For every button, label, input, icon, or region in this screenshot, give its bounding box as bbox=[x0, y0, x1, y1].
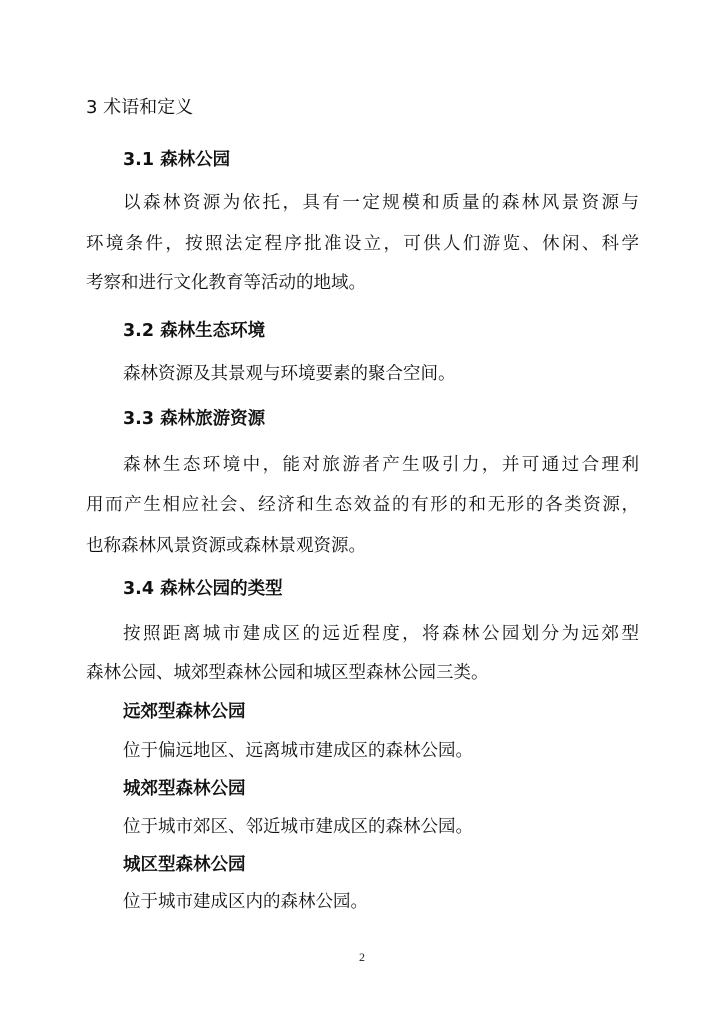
type-definition: 位于城市郊区、邻近城市建成区的森林公园。 bbox=[123, 817, 473, 837]
paragraph-line: 以森林资源为依托，具有一定规模和质量的森林风景资源与 bbox=[123, 193, 639, 213]
type-definition: 位于城市建成区内的森林公园。 bbox=[123, 892, 368, 912]
paragraph-line: 按照距离城市建成区的远近程度，将森林公园划分为远郊型 bbox=[123, 624, 639, 644]
type-heading: 城郊型森林公园 bbox=[123, 779, 246, 799]
paragraph-line: 也称森林风景资源或森林景观资源。 bbox=[86, 536, 366, 556]
section-heading-3-3: 3.3 森林旅游资源 bbox=[123, 409, 266, 429]
chapter-title: 3 术语和定义 bbox=[86, 97, 194, 118]
paragraph-line: 森林生态环境中，能对旅游者产生吸引力，并可通过合理利 bbox=[123, 455, 639, 475]
paragraph-line: 考察和进行文化教育等活动的地域。 bbox=[86, 273, 366, 293]
section-heading-3-4: 3.4 森林公园的类型 bbox=[123, 579, 283, 599]
paragraph-line: 森林公园、城郊型森林公园和城区型森林公园三类。 bbox=[86, 663, 489, 683]
page-number: 2 bbox=[359, 950, 365, 964]
paragraph-line: 环境条件，按照法定程序批准设立，可供人们游览、休闲、科学 bbox=[86, 234, 639, 254]
section-heading-3-1: 3.1 森林公园 bbox=[123, 150, 231, 170]
paragraph-line: 森林资源及其景观与环境要素的聚合空间。 bbox=[123, 364, 456, 384]
type-definition: 位于偏远地区、远离城市建成区的森林公园。 bbox=[123, 741, 473, 761]
paragraph-line: 用而产生相应社会、经济和生态效益的有形的和无形的各类资源， bbox=[86, 495, 639, 515]
type-heading: 远郊型森林公园 bbox=[123, 702, 246, 722]
section-heading-3-2: 3.2 森林生态环境 bbox=[123, 321, 266, 341]
type-heading: 城区型森林公园 bbox=[123, 855, 246, 875]
